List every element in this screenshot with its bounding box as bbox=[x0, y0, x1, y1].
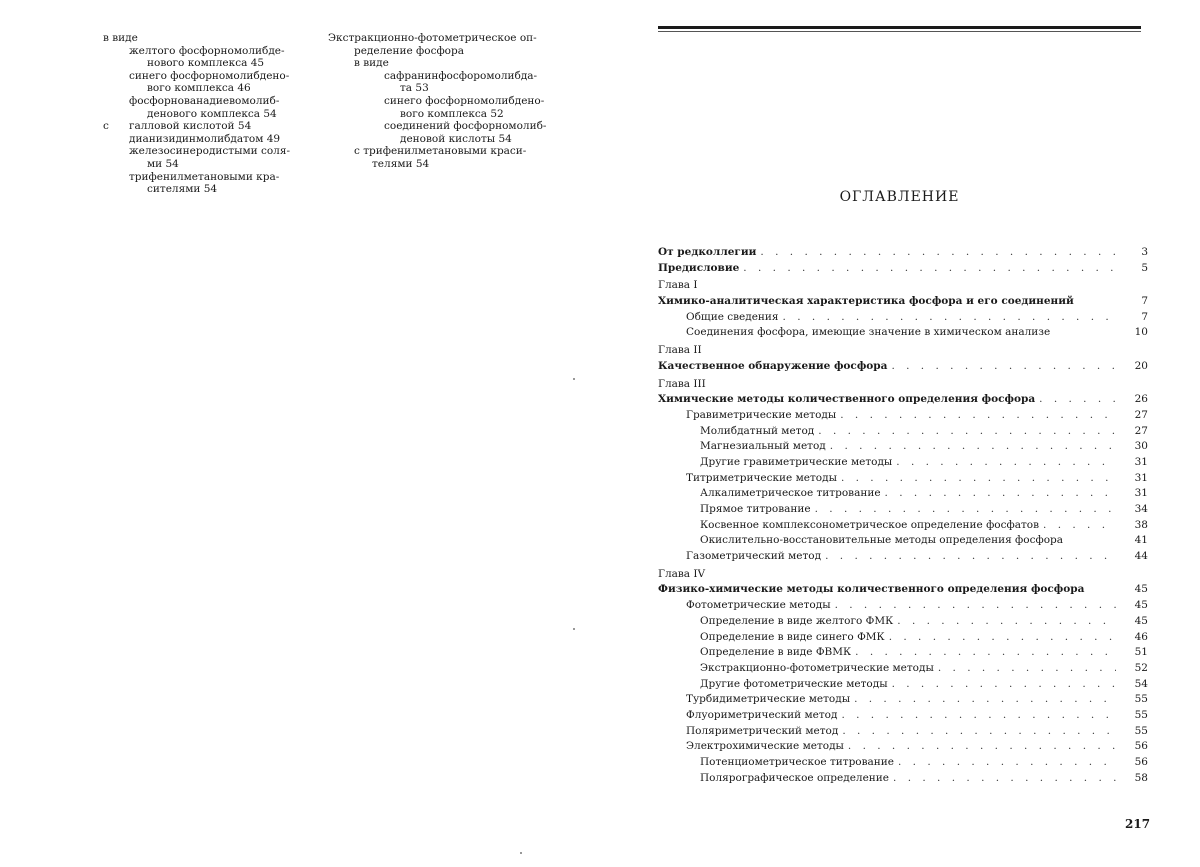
toc-entry-page: 44 bbox=[1134, 550, 1148, 563]
index-entry: ределение фосфора bbox=[354, 44, 464, 57]
toc-entry-title: Магнезиальный метод bbox=[700, 440, 826, 453]
contents-heading: ОГЛАВЛЕНИЕ bbox=[839, 189, 960, 205]
toc-entry-page: 31 bbox=[1134, 471, 1148, 484]
toc-entry-page: 55 bbox=[1134, 724, 1148, 737]
toc-entry bbox=[658, 771, 1148, 787]
toc-entry bbox=[658, 598, 1148, 614]
index-entry: синего фосфорномолибдено- bbox=[384, 94, 545, 107]
toc-entry bbox=[658, 645, 1148, 661]
toc-chapter-label bbox=[658, 567, 1148, 583]
index-entry: сителями 54 bbox=[147, 183, 218, 196]
toc-entry-page: 20 bbox=[1134, 359, 1148, 372]
toc-entry bbox=[658, 630, 1148, 646]
toc-entry-title: Алкалиметрическое титрование bbox=[700, 487, 881, 500]
toc-entry-page: 31 bbox=[1134, 487, 1148, 500]
toc-dot-leader bbox=[885, 486, 1116, 502]
toc-entry-title: Экстракционно-фотометрические методы bbox=[700, 661, 934, 674]
index-entry: синего фосфорномолибдено- bbox=[129, 69, 290, 82]
index-entry: сафранинфосфоромолибда- bbox=[384, 69, 538, 82]
toc-entry-page: 7 bbox=[1141, 295, 1148, 308]
toc-entry-title: Химико-аналитическая характеристика фосфора и его соединений bbox=[658, 295, 1074, 308]
toc-entry-page: 26 bbox=[1134, 393, 1148, 406]
toc-entry-page: 30 bbox=[1134, 440, 1148, 453]
toc-entry-title: Определение в виде ФВМК bbox=[700, 646, 852, 659]
toc-dot-leader bbox=[760, 245, 1116, 261]
toc-chapter-label bbox=[658, 278, 1148, 294]
toc-entry-title: Газометрический метод bbox=[686, 550, 822, 563]
top-rule bbox=[658, 26, 1141, 29]
index-preposition: с bbox=[103, 120, 109, 133]
scan-speck bbox=[520, 852, 522, 854]
index-entry: деновой кислоты 54 bbox=[400, 132, 512, 145]
toc-entry bbox=[658, 692, 1148, 708]
index-entry: фосфорнованадиевомолиб- bbox=[129, 94, 280, 107]
index-entry: с трифенилметановыми краси- bbox=[354, 145, 527, 158]
toc-dot-leader bbox=[842, 724, 1116, 740]
toc-entry bbox=[658, 677, 1148, 693]
toc-entry-title: Полярографическое определение bbox=[700, 771, 890, 784]
scan-speck bbox=[573, 628, 575, 630]
toc-entry bbox=[658, 325, 1148, 341]
toc-entry bbox=[658, 502, 1148, 518]
toc-entry-page: 3 bbox=[1141, 246, 1148, 258]
toc-entry-page: 7 bbox=[1141, 310, 1148, 323]
index-entry: в виде bbox=[354, 57, 389, 70]
toc-dot-leader bbox=[891, 359, 1116, 375]
toc-entry bbox=[658, 359, 1148, 375]
toc-entry-page: 54 bbox=[1134, 677, 1148, 690]
toc-entry-page: 56 bbox=[1134, 756, 1148, 768]
toc-entry bbox=[658, 614, 1148, 630]
toc-entry bbox=[658, 471, 1148, 487]
toc-entry-title: Прямое титрование bbox=[700, 503, 811, 515]
toc-dot-leader bbox=[896, 455, 1116, 471]
toc-dot-leader bbox=[840, 408, 1116, 424]
toc-chapter-label bbox=[658, 377, 1148, 393]
toc-entry-title: Предисловие bbox=[658, 261, 740, 274]
toc-entry-page: 56 bbox=[1134, 740, 1148, 753]
toc-entry-page: 34 bbox=[1134, 503, 1148, 515]
index-entry: Экстракционно-фотометрическое оп- bbox=[328, 32, 537, 44]
toc-dot-leader bbox=[855, 645, 1116, 661]
toc-entry-page: 46 bbox=[1134, 630, 1148, 643]
index-entry: ми 54 bbox=[147, 157, 179, 170]
toc-entry-page: 55 bbox=[1134, 693, 1148, 706]
toc-entry-title: Окислительно-восстановительные методы определения фосфора bbox=[700, 534, 1063, 547]
toc-entry-title: Физико-химические методы количественного определения фосфора bbox=[658, 583, 1085, 596]
toc-entry-page: 10 bbox=[1134, 326, 1148, 339]
toc-dot-leader bbox=[889, 630, 1116, 646]
toc-dot-leader bbox=[854, 692, 1116, 708]
index-entry-text: галловой кислотой 54 bbox=[129, 120, 252, 133]
toc-entry-title: Потенциометрическое титрование bbox=[700, 756, 894, 768]
toc-entry bbox=[658, 245, 1148, 261]
toc-dot-leader bbox=[830, 439, 1116, 455]
index-entry: в виде bbox=[103, 32, 138, 44]
toc-entry-title: Глава IV bbox=[658, 567, 706, 580]
toc-entry-title: Поляриметрический метод bbox=[686, 724, 839, 737]
toc-entry bbox=[658, 533, 1148, 549]
page-number: 217 bbox=[1125, 817, 1151, 831]
toc-entry-title: Гравиметрические методы bbox=[686, 408, 837, 421]
toc-dot-leader bbox=[743, 261, 1116, 277]
toc-entry bbox=[658, 294, 1148, 310]
toc-entry-title: Соединения фосфора, имеющие значение в химическом анализе bbox=[686, 326, 1051, 339]
toc-entry bbox=[658, 755, 1148, 771]
toc-entry-title: От редколлегии bbox=[658, 246, 757, 258]
index-column-2 bbox=[328, 32, 568, 171]
toc-entry-page: 55 bbox=[1134, 708, 1148, 721]
toc-entry bbox=[658, 724, 1148, 740]
toc-entry bbox=[658, 661, 1148, 677]
toc-chapter-label bbox=[658, 343, 1148, 359]
toc-entry-title: Качественное обнаружение фосфора bbox=[658, 359, 888, 372]
index-entry bbox=[103, 120, 313, 133]
toc-entry-title: Другие гравиметрические методы bbox=[700, 455, 893, 468]
index-entry: трифенилметановыми кра- bbox=[129, 170, 280, 183]
index-entry: та 53 bbox=[400, 82, 429, 95]
index-entry: вого комплекса 46 bbox=[147, 82, 251, 95]
toc-entry-title: Определение в виде синего ФМК bbox=[700, 630, 885, 643]
toc-entry-title: Косвенное комплексонометрическое определение фосфатов bbox=[700, 518, 1040, 531]
toc-entry bbox=[658, 439, 1148, 455]
toc-entry-page: 45 bbox=[1134, 599, 1148, 612]
toc-entry-title: Титриметрические методы bbox=[686, 471, 837, 484]
toc-entry bbox=[658, 582, 1148, 598]
toc-entry-page: 27 bbox=[1134, 424, 1148, 437]
toc-entry-title: Турбидиметрические методы bbox=[686, 693, 851, 706]
toc-entry bbox=[658, 455, 1148, 471]
toc-entry bbox=[658, 549, 1148, 565]
toc-dot-leader bbox=[898, 755, 1116, 771]
index-entry: денового комплекса 54 bbox=[147, 107, 277, 120]
toc-entry bbox=[658, 739, 1148, 755]
toc-entry bbox=[658, 261, 1148, 277]
toc-entry-title: Определение в виде желтого ФМК bbox=[700, 614, 894, 627]
toc-entry-page: 52 bbox=[1134, 661, 1148, 674]
toc-entry-page: 58 bbox=[1134, 771, 1148, 784]
toc-entry bbox=[658, 408, 1148, 424]
toc-dot-leader bbox=[815, 502, 1116, 518]
table-of-contents bbox=[658, 245, 1148, 786]
index-entry: соединений фосфорномолиб- bbox=[384, 120, 547, 133]
toc-entry bbox=[658, 310, 1148, 326]
index-entry: вого комплекса 52 bbox=[400, 107, 504, 120]
toc-dot-leader bbox=[893, 771, 1116, 787]
toc-entry-title: Фотометрические методы bbox=[686, 599, 831, 612]
index-entry: желтого фосфорномолибде- bbox=[129, 44, 285, 57]
toc-entry-page: 51 bbox=[1134, 646, 1148, 659]
toc-entry-page: 38 bbox=[1134, 518, 1148, 531]
toc-entry-title: Глава I bbox=[658, 279, 698, 292]
toc-entry-page: 5 bbox=[1141, 261, 1148, 274]
scan-speck bbox=[573, 378, 575, 380]
toc-entry-page: 27 bbox=[1134, 408, 1148, 421]
toc-dot-leader bbox=[1039, 392, 1116, 408]
right-page-contents bbox=[600, 0, 1200, 867]
toc-entry-title: Электрохимические методы bbox=[686, 740, 844, 753]
toc-entry-title: Химические методы количественного определения фосфора bbox=[658, 393, 1036, 406]
toc-dot-leader bbox=[818, 424, 1116, 440]
top-rule-thin bbox=[658, 31, 1141, 32]
toc-entry-title: Другие фотометрические методы bbox=[700, 677, 888, 690]
toc-entry-page: 41 bbox=[1134, 534, 1148, 547]
toc-entry bbox=[658, 486, 1148, 502]
toc-dot-leader bbox=[835, 598, 1116, 614]
toc-dot-leader bbox=[841, 471, 1116, 487]
index-column-1 bbox=[103, 32, 313, 196]
toc-dot-leader bbox=[1043, 518, 1116, 534]
index-entry: железосинеродистыми соля- bbox=[129, 145, 290, 158]
toc-entry-title: Молибдатный метод bbox=[700, 424, 815, 437]
toc-entry-title: Глава II bbox=[658, 344, 702, 357]
toc-dot-leader bbox=[783, 310, 1116, 326]
toc-entry-page: 31 bbox=[1134, 455, 1148, 468]
toc-dot-leader bbox=[938, 661, 1116, 677]
toc-dot-leader bbox=[825, 549, 1116, 565]
toc-dot-leader bbox=[841, 708, 1116, 724]
toc-dot-leader bbox=[892, 677, 1116, 693]
index-entry: телями 54 bbox=[372, 157, 430, 170]
toc-entry-title: Общие сведения bbox=[686, 310, 779, 323]
toc-entry-title: Флуориметрический метод bbox=[686, 708, 838, 721]
toc-entry-page: 45 bbox=[1134, 614, 1148, 627]
toc-entry-title: Глава III bbox=[658, 377, 706, 390]
index-entry: нового комплекса 45 bbox=[147, 57, 265, 70]
index-entry: дианизидинмолибдатом 49 bbox=[129, 132, 281, 145]
toc-entry bbox=[658, 708, 1148, 724]
toc-entry bbox=[658, 518, 1148, 534]
toc-entry bbox=[658, 424, 1148, 440]
toc-entry-page: 45 bbox=[1134, 583, 1148, 596]
toc-entry bbox=[658, 392, 1148, 408]
toc-dot-leader bbox=[897, 614, 1116, 630]
toc-dot-leader bbox=[848, 739, 1116, 755]
